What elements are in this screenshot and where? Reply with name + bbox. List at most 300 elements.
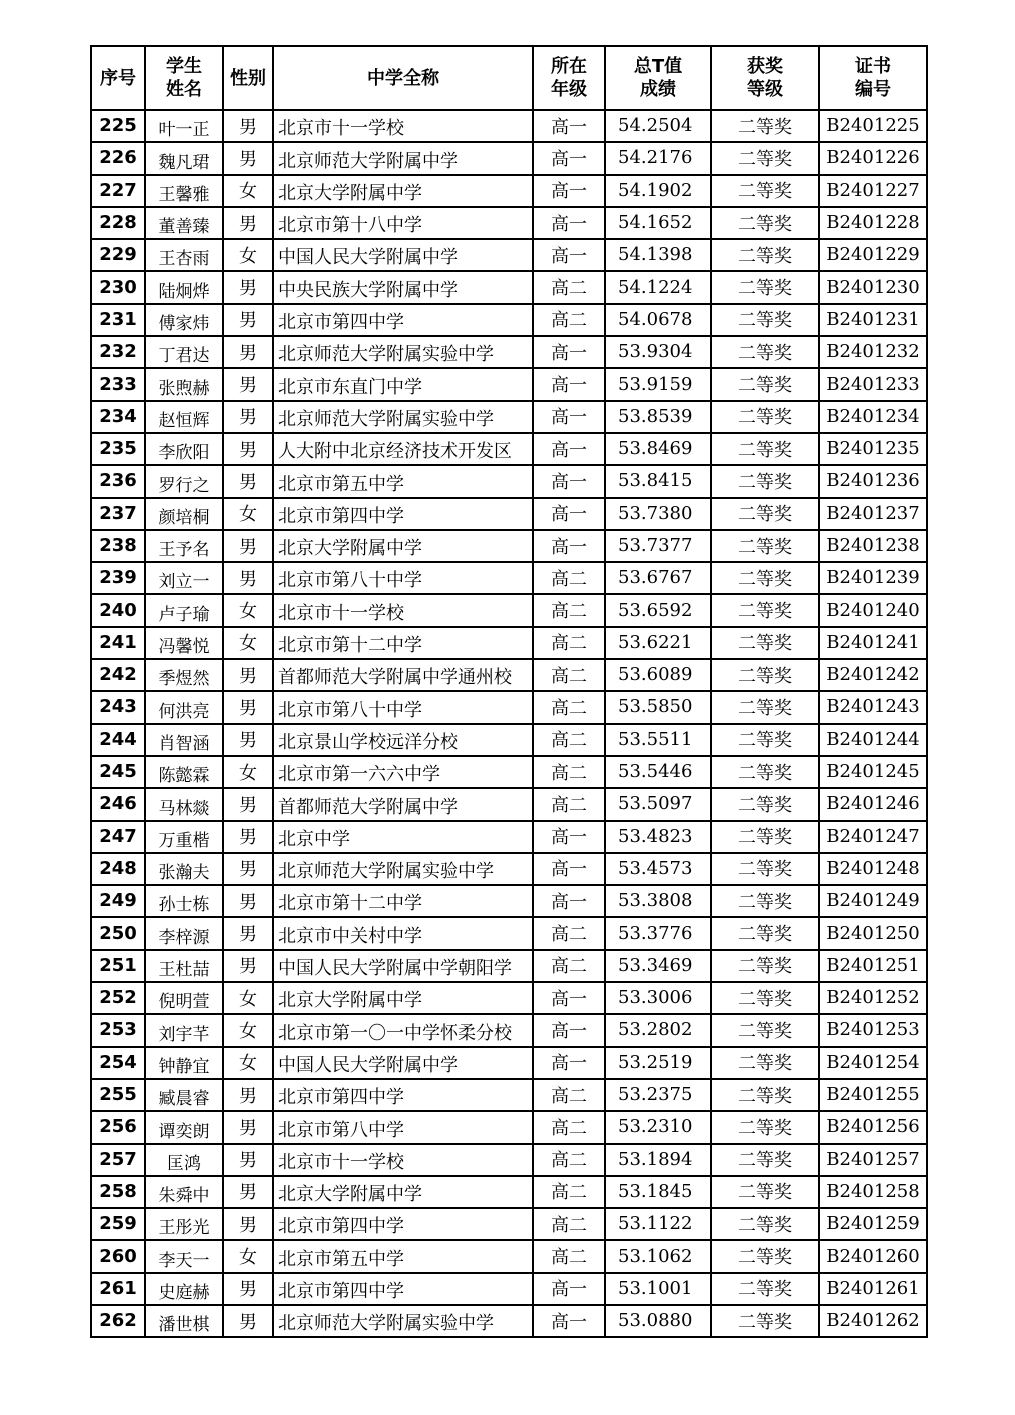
t-score-cell: 53.6221 <box>605 627 711 659</box>
grade-cell: 高二 <box>533 1111 605 1143</box>
t-score-cell: 53.2519 <box>605 1047 711 1079</box>
student-name-cell: 王馨雅 <box>145 175 223 207</box>
award-level-cell: 二等奖 <box>711 756 819 788</box>
school-name-cell: 北京师范大学附属实验中学 <box>273 853 533 885</box>
grade-cell: 高二 <box>533 594 605 626</box>
school-name-cell: 人大附中北京经济技术开发区 <box>273 433 533 465</box>
student-name-cell: 倪明萱 <box>145 982 223 1014</box>
grade-cell: 高一 <box>533 207 605 239</box>
seq-cell: 255 <box>91 1079 145 1111</box>
table-row <box>91 982 927 1014</box>
school-name-cell: 北京市第十八中学 <box>273 207 533 239</box>
seq-cell: 239 <box>91 562 145 594</box>
table-row <box>91 821 927 853</box>
table-row <box>91 271 927 303</box>
student-name-cell: 张煦赫 <box>145 368 223 400</box>
student-name-cell: 季煜然 <box>145 659 223 691</box>
award-level-cell: 二等奖 <box>711 1014 819 1046</box>
certificate-number-cell: B2401260 <box>819 1240 927 1272</box>
grade-cell: 高一 <box>533 142 605 174</box>
gender-cell: 男 <box>223 950 273 982</box>
seq-cell: 244 <box>91 724 145 756</box>
award-level-cell: 二等奖 <box>711 917 819 949</box>
school-name-cell: 北京市第一六六中学 <box>273 756 533 788</box>
award-level-cell: 二等奖 <box>711 401 819 433</box>
gender-cell: 女 <box>223 175 273 207</box>
award-level-cell: 二等奖 <box>711 1176 819 1208</box>
table-row <box>91 724 927 756</box>
header-cert: 证书 编号 <box>819 46 927 110</box>
gender-cell: 女 <box>223 1240 273 1272</box>
gender-cell: 女 <box>223 627 273 659</box>
table-row <box>91 304 927 336</box>
student-name-cell: 匡鸿 <box>145 1144 223 1176</box>
seq-cell: 233 <box>91 368 145 400</box>
award-level-cell: 二等奖 <box>711 530 819 562</box>
header-school: 中学全称 <box>273 46 533 110</box>
table-row <box>91 465 927 497</box>
t-score-cell: 54.1224 <box>605 271 711 303</box>
student-name-cell: 赵恒辉 <box>145 401 223 433</box>
student-name-cell: 陈懿霖 <box>145 756 223 788</box>
table-row <box>91 1240 927 1272</box>
gender-cell: 男 <box>223 1144 273 1176</box>
gender-cell: 女 <box>223 756 273 788</box>
award-level-cell: 二等奖 <box>711 239 819 271</box>
school-name-cell: 北京市第四中学 <box>273 498 533 530</box>
school-name-cell: 首都师范大学附属中学 <box>273 788 533 820</box>
seq-cell: 230 <box>91 271 145 303</box>
seq-cell: 236 <box>91 465 145 497</box>
seq-cell: 243 <box>91 691 145 723</box>
award-level-cell: 二等奖 <box>711 950 819 982</box>
certificate-number-cell: B2401253 <box>819 1014 927 1046</box>
certificate-number-cell: B2401226 <box>819 142 927 174</box>
certificate-number-cell: B2401255 <box>819 1079 927 1111</box>
grade-cell: 高一 <box>533 1014 605 1046</box>
grade-cell: 高一 <box>533 465 605 497</box>
gender-cell: 男 <box>223 1111 273 1143</box>
grade-cell: 高一 <box>533 885 605 917</box>
school-name-cell: 北京师范大学附属中学 <box>273 142 533 174</box>
gender-cell: 男 <box>223 336 273 368</box>
gender-cell: 男 <box>223 1079 273 1111</box>
school-name-cell: 中央民族大学附属中学 <box>273 271 533 303</box>
student-name-cell: 潘世棋 <box>145 1305 223 1337</box>
t-score-cell: 53.5446 <box>605 756 711 788</box>
seq-cell: 245 <box>91 756 145 788</box>
table-row <box>91 788 927 820</box>
certificate-number-cell: B2401248 <box>819 853 927 885</box>
table-row <box>91 756 927 788</box>
school-name-cell: 北京市东直门中学 <box>273 368 533 400</box>
certificate-number-cell: B2401251 <box>819 950 927 982</box>
gender-cell: 男 <box>223 368 273 400</box>
school-name-cell: 北京市第八十中学 <box>273 691 533 723</box>
student-name-cell: 刘宇芊 <box>145 1014 223 1046</box>
t-score-cell: 53.1001 <box>605 1273 711 1305</box>
grade-cell: 高二 <box>533 304 605 336</box>
t-score-cell: 53.3776 <box>605 917 711 949</box>
seq-cell: 225 <box>91 110 145 142</box>
seq-cell: 252 <box>91 982 145 1014</box>
t-score-cell: 53.4823 <box>605 821 711 853</box>
gender-cell: 男 <box>223 530 273 562</box>
certificate-number-cell: B2401239 <box>819 562 927 594</box>
award-level-cell: 二等奖 <box>711 304 819 336</box>
award-level-cell: 二等奖 <box>711 368 819 400</box>
school-name-cell: 北京中学 <box>273 821 533 853</box>
award-level-cell: 二等奖 <box>711 659 819 691</box>
award-level-cell: 二等奖 <box>711 1079 819 1111</box>
certificate-number-cell: B2401233 <box>819 368 927 400</box>
table-row <box>91 239 927 271</box>
school-name-cell: 北京市第十二中学 <box>273 885 533 917</box>
student-name-cell: 颜培桐 <box>145 498 223 530</box>
grade-cell: 高一 <box>533 498 605 530</box>
student-name-cell: 冯馨悦 <box>145 627 223 659</box>
award-level-cell: 二等奖 <box>711 788 819 820</box>
certificate-number-cell: B2401257 <box>819 1144 927 1176</box>
seq-cell: 247 <box>91 821 145 853</box>
t-score-cell: 53.2802 <box>605 1014 711 1046</box>
seq-cell: 250 <box>91 917 145 949</box>
award-level-cell: 二等奖 <box>711 498 819 530</box>
grade-cell: 高二 <box>533 724 605 756</box>
award-level-cell: 二等奖 <box>711 853 819 885</box>
certificate-number-cell: B2401230 <box>819 271 927 303</box>
table-row <box>91 853 927 885</box>
student-name-cell: 李天一 <box>145 1240 223 1272</box>
award-level-cell: 二等奖 <box>711 724 819 756</box>
t-score-cell: 53.3006 <box>605 982 711 1014</box>
certificate-number-cell: B2401259 <box>819 1208 927 1240</box>
student-name-cell: 万重楷 <box>145 821 223 853</box>
gender-cell: 男 <box>223 562 273 594</box>
gender-cell: 女 <box>223 239 273 271</box>
table-row <box>91 562 927 594</box>
award-level-cell: 二等奖 <box>711 691 819 723</box>
award-level-cell: 二等奖 <box>711 594 819 626</box>
header-award: 获奖 等级 <box>711 46 819 110</box>
student-name-cell: 孙士栋 <box>145 885 223 917</box>
gender-cell: 男 <box>223 853 273 885</box>
certificate-number-cell: B2401261 <box>819 1273 927 1305</box>
grade-cell: 高二 <box>533 917 605 949</box>
student-name-cell: 傅家炜 <box>145 304 223 336</box>
gender-cell: 男 <box>223 659 273 691</box>
certificate-number-cell: B2401252 <box>819 982 927 1014</box>
gender-cell: 女 <box>223 982 273 1014</box>
student-name-cell: 刘立一 <box>145 562 223 594</box>
grade-cell: 高一 <box>533 1305 605 1337</box>
header-grade: 所在 年级 <box>533 46 605 110</box>
school-name-cell: 北京市第四中学 <box>273 1079 533 1111</box>
t-score-cell: 53.9159 <box>605 368 711 400</box>
seq-cell: 234 <box>91 401 145 433</box>
certificate-number-cell: B2401236 <box>819 465 927 497</box>
student-name-cell: 王杜喆 <box>145 950 223 982</box>
seq-cell: 261 <box>91 1273 145 1305</box>
school-name-cell: 北京市第四中学 <box>273 1208 533 1240</box>
table-row <box>91 1273 927 1305</box>
school-name-cell: 北京市十一学校 <box>273 1144 533 1176</box>
t-score-cell: 53.7380 <box>605 498 711 530</box>
award-level-cell: 二等奖 <box>711 885 819 917</box>
certificate-number-cell: B2401244 <box>819 724 927 756</box>
gender-cell: 男 <box>223 401 273 433</box>
seq-cell: 260 <box>91 1240 145 1272</box>
grade-cell: 高一 <box>533 401 605 433</box>
seq-cell: 227 <box>91 175 145 207</box>
grade-cell: 高二 <box>533 1240 605 1272</box>
gender-cell: 女 <box>223 594 273 626</box>
grade-cell: 高二 <box>533 271 605 303</box>
t-score-cell: 53.7377 <box>605 530 711 562</box>
t-score-cell: 53.2375 <box>605 1079 711 1111</box>
school-name-cell: 北京市第四中学 <box>273 304 533 336</box>
table-row <box>91 1047 927 1079</box>
table-row <box>91 1079 927 1111</box>
header-name: 学生 姓名 <box>145 46 223 110</box>
school-name-cell: 北京市第八中学 <box>273 1111 533 1143</box>
school-name-cell: 北京市十一学校 <box>273 110 533 142</box>
gender-cell: 女 <box>223 1014 273 1046</box>
t-score-cell: 53.3808 <box>605 885 711 917</box>
student-name-cell: 王杏雨 <box>145 239 223 271</box>
certificate-number-cell: B2401238 <box>819 530 927 562</box>
grade-cell: 高二 <box>533 788 605 820</box>
certificate-number-cell: B2401237 <box>819 498 927 530</box>
gender-cell: 男 <box>223 433 273 465</box>
award-level-cell: 二等奖 <box>711 465 819 497</box>
student-name-cell: 董善臻 <box>145 207 223 239</box>
student-name-cell: 李梓源 <box>145 917 223 949</box>
table-row <box>91 401 927 433</box>
gender-cell: 男 <box>223 691 273 723</box>
grade-cell: 高二 <box>533 627 605 659</box>
table-row <box>91 433 927 465</box>
certificate-number-cell: B2401243 <box>819 691 927 723</box>
grade-cell: 高一 <box>533 821 605 853</box>
certificate-number-cell: B2401235 <box>819 433 927 465</box>
grade-cell: 高一 <box>533 982 605 1014</box>
certificate-number-cell: B2401240 <box>819 594 927 626</box>
gender-cell: 男 <box>223 1273 273 1305</box>
school-name-cell: 北京市第五中学 <box>273 1240 533 1272</box>
seq-cell: 228 <box>91 207 145 239</box>
gender-cell: 男 <box>223 885 273 917</box>
student-name-cell: 罗行之 <box>145 465 223 497</box>
certificate-number-cell: B2401258 <box>819 1176 927 1208</box>
grade-cell: 高一 <box>533 1273 605 1305</box>
award-level-cell: 二等奖 <box>711 821 819 853</box>
school-name-cell: 北京大学附属中学 <box>273 1176 533 1208</box>
certificate-number-cell: B2401229 <box>819 239 927 271</box>
t-score-cell: 53.1845 <box>605 1176 711 1208</box>
student-name-cell: 何洪亮 <box>145 691 223 723</box>
grade-cell: 高一 <box>533 110 605 142</box>
award-level-cell: 二等奖 <box>711 1047 819 1079</box>
table-row <box>91 110 927 142</box>
t-score-cell: 53.8469 <box>605 433 711 465</box>
grade-cell: 高一 <box>533 239 605 271</box>
certificate-number-cell: B2401245 <box>819 756 927 788</box>
grade-cell: 高二 <box>533 1144 605 1176</box>
table-row <box>91 659 927 691</box>
seq-cell: 251 <box>91 950 145 982</box>
table-row <box>91 498 927 530</box>
grade-cell: 高一 <box>533 368 605 400</box>
certificate-number-cell: B2401249 <box>819 885 927 917</box>
seq-cell: 241 <box>91 627 145 659</box>
table-row <box>91 691 927 723</box>
award-level-cell: 二等奖 <box>711 175 819 207</box>
award-level-cell: 二等奖 <box>711 110 819 142</box>
t-score-cell: 54.2504 <box>605 110 711 142</box>
student-name-cell: 陆炯烨 <box>145 271 223 303</box>
t-score-cell: 53.5097 <box>605 788 711 820</box>
gender-cell: 男 <box>223 271 273 303</box>
certificate-number-cell: B2401228 <box>819 207 927 239</box>
certificate-number-cell: B2401232 <box>819 336 927 368</box>
table-row <box>91 917 927 949</box>
gender-cell: 男 <box>223 1305 273 1337</box>
school-name-cell: 北京大学附属中学 <box>273 175 533 207</box>
seq-cell: 256 <box>91 1111 145 1143</box>
award-level-cell: 二等奖 <box>711 562 819 594</box>
seq-cell: 231 <box>91 304 145 336</box>
table-row <box>91 1208 927 1240</box>
t-score-cell: 54.1902 <box>605 175 711 207</box>
certificate-number-cell: B2401250 <box>819 917 927 949</box>
grade-cell: 高一 <box>533 433 605 465</box>
seq-cell: 258 <box>91 1176 145 1208</box>
gender-cell: 男 <box>223 1208 273 1240</box>
seq-cell: 229 <box>91 239 145 271</box>
seq-cell: 238 <box>91 530 145 562</box>
school-name-cell: 北京市第四中学 <box>273 1273 533 1305</box>
grade-cell: 高一 <box>533 530 605 562</box>
table-row <box>91 1014 927 1046</box>
seq-cell: 246 <box>91 788 145 820</box>
table-row <box>91 336 927 368</box>
student-name-cell: 魏凡珺 <box>145 142 223 174</box>
school-name-cell: 中国人民大学附属中学 <box>273 1047 533 1079</box>
school-name-cell: 北京市中关村中学 <box>273 917 533 949</box>
school-name-cell: 北京景山学校远洋分校 <box>273 724 533 756</box>
gender-cell: 女 <box>223 1047 273 1079</box>
header-score: 总T值 成绩 <box>605 46 711 110</box>
seq-cell: 257 <box>91 1144 145 1176</box>
award-level-cell: 二等奖 <box>711 1111 819 1143</box>
grade-cell: 高二 <box>533 659 605 691</box>
gender-cell: 男 <box>223 110 273 142</box>
student-name-cell: 叶一正 <box>145 110 223 142</box>
school-name-cell: 北京市第一〇一中学怀柔分校 <box>273 1014 533 1046</box>
certificate-number-cell: B2401225 <box>819 110 927 142</box>
certificate-number-cell: B2401227 <box>819 175 927 207</box>
award-list-table <box>90 45 928 1338</box>
table-row <box>91 594 927 626</box>
seq-cell: 232 <box>91 336 145 368</box>
seq-cell: 254 <box>91 1047 145 1079</box>
student-name-cell: 张瀚夫 <box>145 853 223 885</box>
t-score-cell: 53.2310 <box>605 1111 711 1143</box>
table-row <box>91 627 927 659</box>
certificate-number-cell: B2401254 <box>819 1047 927 1079</box>
certificate-number-cell: B2401241 <box>819 627 927 659</box>
t-score-cell: 54.1652 <box>605 207 711 239</box>
school-name-cell: 首都师范大学附属中学通州校 <box>273 659 533 691</box>
certificate-number-cell: B2401242 <box>819 659 927 691</box>
gender-cell: 男 <box>223 788 273 820</box>
school-name-cell: 北京师范大学附属实验中学 <box>273 336 533 368</box>
student-name-cell: 李欣阳 <box>145 433 223 465</box>
school-name-cell: 北京市第五中学 <box>273 465 533 497</box>
grade-cell: 高二 <box>533 562 605 594</box>
seq-cell: 226 <box>91 142 145 174</box>
t-score-cell: 53.8539 <box>605 401 711 433</box>
grade-cell: 高二 <box>533 1079 605 1111</box>
t-score-cell: 53.6089 <box>605 659 711 691</box>
table-row <box>91 530 927 562</box>
award-level-cell: 二等奖 <box>711 1273 819 1305</box>
t-score-cell: 53.6592 <box>605 594 711 626</box>
student-name-cell: 朱舜中 <box>145 1176 223 1208</box>
table-row <box>91 175 927 207</box>
gender-cell: 女 <box>223 498 273 530</box>
t-score-cell: 53.4573 <box>605 853 711 885</box>
table-row <box>91 1176 927 1208</box>
grade-cell: 高一 <box>533 1047 605 1079</box>
student-name-cell: 丁君达 <box>145 336 223 368</box>
grade-cell: 高二 <box>533 1208 605 1240</box>
student-name-cell: 史庭赫 <box>145 1273 223 1305</box>
seq-cell: 253 <box>91 1014 145 1046</box>
table-row <box>91 142 927 174</box>
table-row <box>91 1305 927 1337</box>
student-name-cell: 王彤光 <box>145 1208 223 1240</box>
school-name-cell: 北京市十一学校 <box>273 594 533 626</box>
award-level-cell: 二等奖 <box>711 207 819 239</box>
school-name-cell: 北京大学附属中学 <box>273 530 533 562</box>
school-name-cell: 北京师范大学附属实验中学 <box>273 1305 533 1337</box>
grade-cell: 高二 <box>533 1176 605 1208</box>
t-score-cell: 53.8415 <box>605 465 711 497</box>
school-name-cell: 中国人民大学附属中学 <box>273 239 533 271</box>
gender-cell: 男 <box>223 917 273 949</box>
header-row <box>91 46 927 110</box>
gender-cell: 男 <box>223 304 273 336</box>
student-name-cell: 钟静宜 <box>145 1047 223 1079</box>
seq-cell: 248 <box>91 853 145 885</box>
certificate-number-cell: B2401256 <box>819 1111 927 1143</box>
school-name-cell: 中国人民大学附属中学朝阳学 <box>273 950 533 982</box>
grade-cell: 高二 <box>533 756 605 788</box>
header-seq: 序号 <box>91 46 145 110</box>
t-score-cell: 53.1894 <box>605 1144 711 1176</box>
t-score-cell: 53.5511 <box>605 724 711 756</box>
table-row <box>91 368 927 400</box>
seq-cell: 235 <box>91 433 145 465</box>
seq-cell: 262 <box>91 1305 145 1337</box>
gender-cell: 男 <box>223 821 273 853</box>
certificate-number-cell: B2401246 <box>819 788 927 820</box>
table-row <box>91 885 927 917</box>
seq-cell: 259 <box>91 1208 145 1240</box>
gender-cell: 男 <box>223 142 273 174</box>
